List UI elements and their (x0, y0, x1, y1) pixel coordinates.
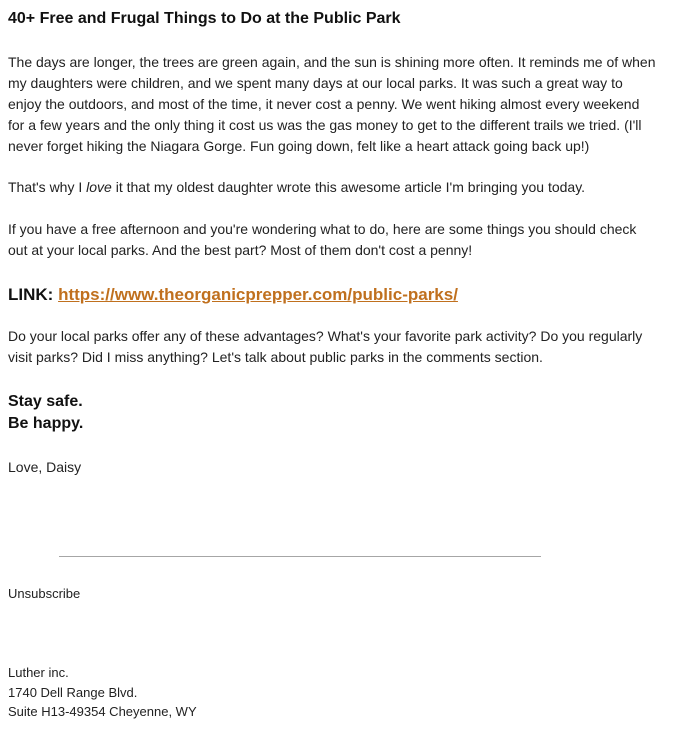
love-text-after: it that my oldest daughter wrote this awesome article I'm bringing you today. (111, 179, 586, 195)
question-line: visit parks? Did I miss anything? Let's talk about public parks in the comments section. (8, 349, 543, 365)
intro-paragraph (8, 52, 696, 157)
link-label: LINK: (8, 285, 54, 304)
footer-divider (59, 556, 541, 557)
article-link[interactable]: https://www.theorganicprepper.com/public-parks/ (58, 285, 458, 304)
suite-city: Suite H13-49354 Cheyenne, WY (8, 704, 197, 719)
signoff-stay-safe: Stay safe. (8, 393, 83, 410)
street-address: 1740 Dell Range Blvd. (8, 684, 138, 700)
intro-line: for a few years and the only thing it cost us was the gas money to get to the different trails we tried. (I'll (8, 117, 642, 133)
signature: Love, Daisy (8, 459, 82, 475)
question-paragraph (8, 326, 696, 368)
love-text-before: That's why I (8, 179, 87, 195)
post-title: 40+ Free and Frugal Things to Do at the Public Park (8, 10, 401, 27)
intro-line: The days are longer, the trees are green again, and the sun is shining more often. It reminds me of when (8, 54, 656, 70)
mailing-address (8, 663, 197, 722)
afternoon-line: out at your local parks. And the best part? Most of them don't cost a penny! (8, 242, 473, 258)
intro-line: my daughters were children, and we spent many days at our local parks. It was such a great way to (8, 75, 623, 91)
article-link-row (8, 283, 458, 307)
intro-line: enjoy the outdoors, and most of the time, it never cost a penny. We went hiking almost every weekend (8, 96, 640, 112)
company-name: Luther inc. (8, 665, 69, 680)
love-emphasis: love (86, 179, 112, 195)
afternoon-line: If you have a free afternoon and you're wondering what to do, here are some things you should check (8, 221, 637, 237)
afternoon-paragraph (8, 219, 696, 261)
intro-line: never forget hiking the Niagara Gorge. Fun going down, felt like a heart attack going back up!) (8, 138, 590, 154)
signoff (8, 391, 83, 435)
question-line: Do your local parks offer any of these advantages? What's your favorite park activity? Do you regularly (8, 328, 643, 344)
love-paragraph (8, 177, 696, 198)
unsubscribe-link[interactable]: Unsubscribe (8, 586, 81, 601)
signoff-be-happy: Be happy. (8, 415, 84, 432)
